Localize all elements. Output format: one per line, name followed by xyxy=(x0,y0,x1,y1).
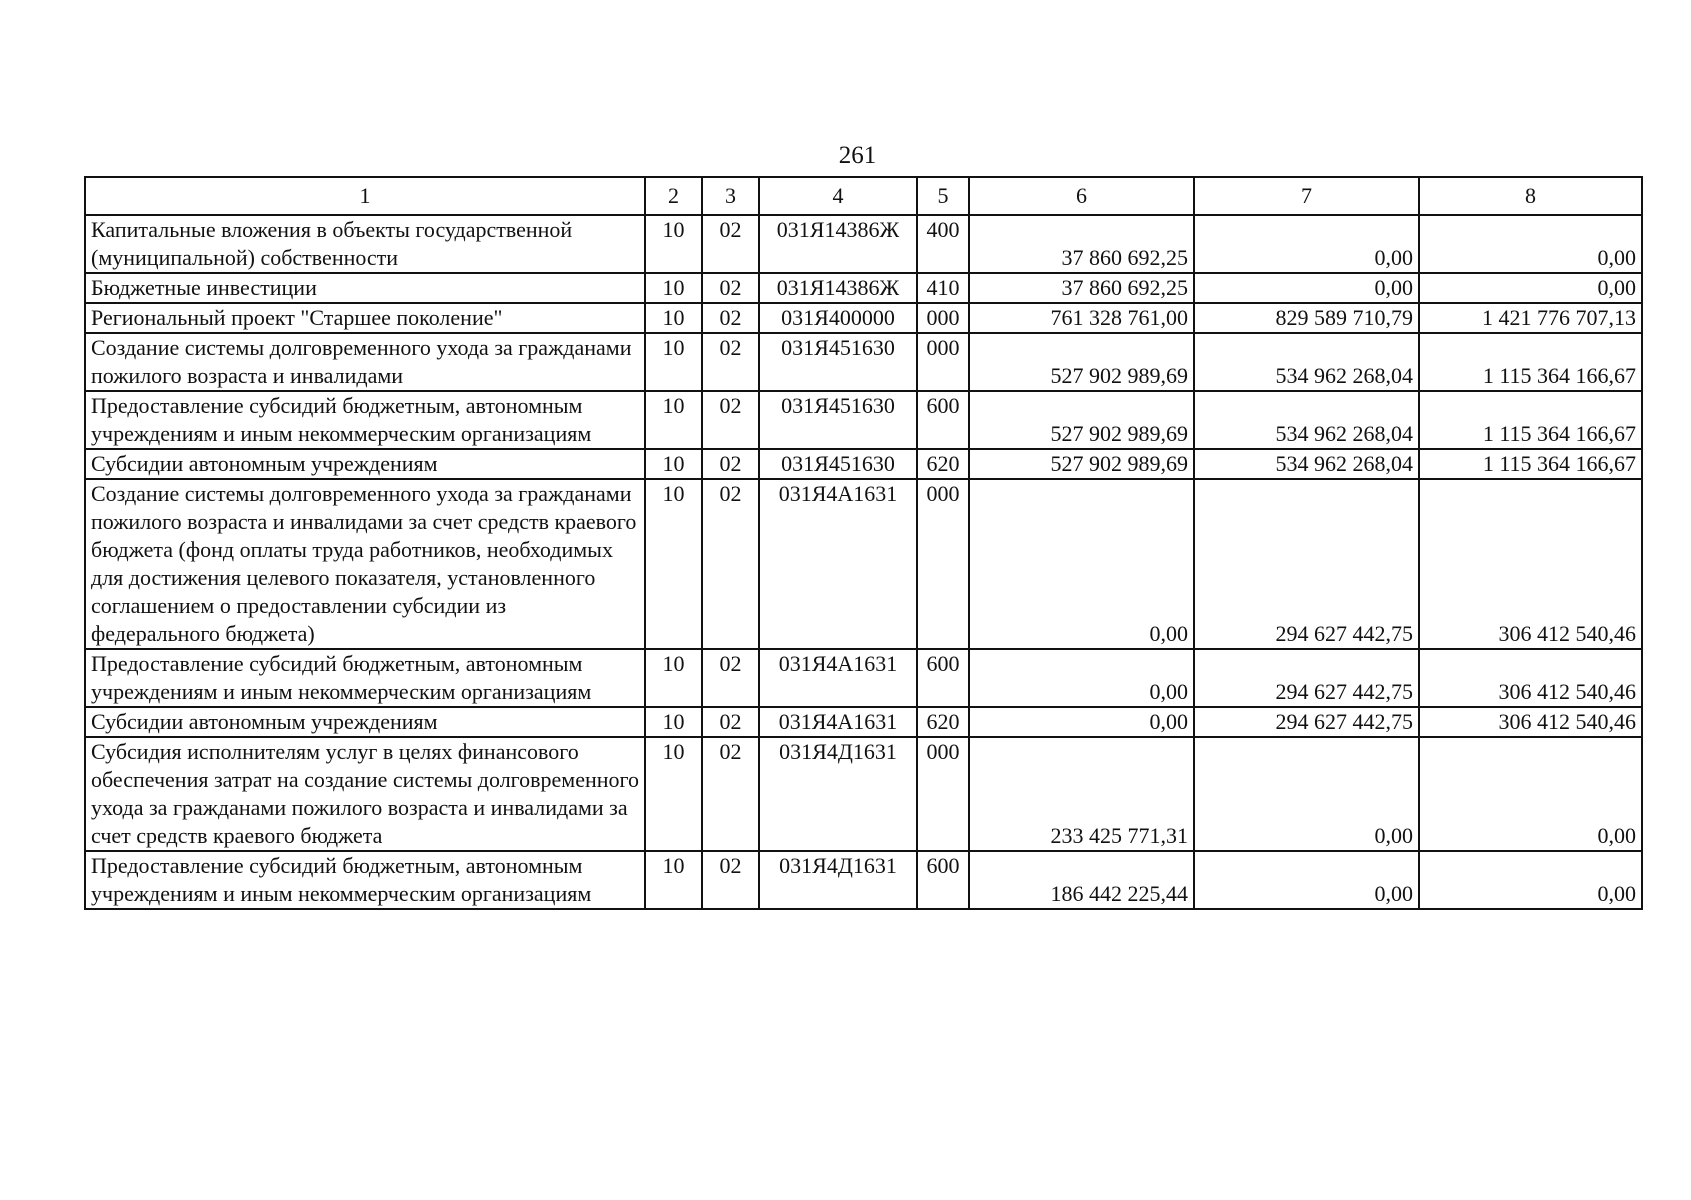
subsection-cell: 02 xyxy=(702,333,759,391)
target-article-cell: 031Я4А1631 xyxy=(759,479,917,649)
expense-type-cell: 000 xyxy=(917,737,969,851)
amount-col-6-cell: 0,00 xyxy=(969,707,1194,737)
row-name-cell: Бюджетные инвестиции xyxy=(85,273,645,303)
subsection-cell: 02 xyxy=(702,303,759,333)
amount-col-7-cell: 0,00 xyxy=(1194,851,1419,909)
target-article-cell: 031Я14386Ж xyxy=(759,273,917,303)
header-col-8: 8 xyxy=(1419,177,1642,215)
amount-col-8-cell: 0,00 xyxy=(1419,851,1642,909)
subsection-cell: 02 xyxy=(702,479,759,649)
page-number: 261 xyxy=(838,142,877,169)
target-article-cell: 031Я4Д1631 xyxy=(759,851,917,909)
expense-type-cell: 600 xyxy=(917,391,969,449)
table-row xyxy=(85,479,1642,649)
amount-col-7-cell: 0,00 xyxy=(1194,737,1419,851)
amount-col-8-cell: 1 115 364 166,67 xyxy=(1419,449,1642,479)
header-row xyxy=(85,177,1642,215)
amount-col-8-cell: 306 412 540,46 xyxy=(1419,707,1642,737)
section-cell: 10 xyxy=(645,273,702,303)
row-name-cell: Предоставление субсидий бюджетным, автономным учреждениям и иным некоммерческим организациям xyxy=(85,391,645,449)
amount-col-6-cell: 527 902 989,69 xyxy=(969,391,1194,449)
row-name-cell: Субсидии автономным учреждениям xyxy=(85,449,645,479)
target-article-cell: 031Я400000 xyxy=(759,303,917,333)
section-cell: 10 xyxy=(645,333,702,391)
section-cell: 10 xyxy=(645,215,702,273)
table-row xyxy=(85,215,1642,273)
amount-col-7-cell: 0,00 xyxy=(1194,215,1419,273)
amount-col-6-cell: 527 902 989,69 xyxy=(969,333,1194,391)
subsection-cell: 02 xyxy=(702,449,759,479)
header-col-1: 1 xyxy=(85,177,645,215)
amount-col-8-cell: 1 421 776 707,13 xyxy=(1419,303,1642,333)
amount-col-7-cell: 534 962 268,04 xyxy=(1194,333,1419,391)
table-header xyxy=(85,177,1642,215)
expense-type-cell: 000 xyxy=(917,303,969,333)
row-name-cell: Региональный проект "Старшее поколение" xyxy=(85,303,645,333)
amount-col-8-cell: 1 115 364 166,67 xyxy=(1419,333,1642,391)
table-row xyxy=(85,707,1642,737)
table-row xyxy=(85,333,1642,391)
target-article-cell: 031Я14386Ж xyxy=(759,215,917,273)
table-row xyxy=(85,273,1642,303)
section-cell: 10 xyxy=(645,449,702,479)
subsection-cell: 02 xyxy=(702,391,759,449)
section-cell: 10 xyxy=(645,303,702,333)
subsection-cell: 02 xyxy=(702,215,759,273)
table-row xyxy=(85,303,1642,333)
amount-col-6-cell: 233 425 771,31 xyxy=(969,737,1194,851)
subsection-cell: 02 xyxy=(702,707,759,737)
amount-col-8-cell: 0,00 xyxy=(1419,273,1642,303)
amount-col-7-cell: 294 627 442,75 xyxy=(1194,707,1419,737)
section-cell: 10 xyxy=(645,391,702,449)
expense-type-cell: 410 xyxy=(917,273,969,303)
header-col-4: 4 xyxy=(759,177,917,215)
amount-col-6-cell: 37 860 692,25 xyxy=(969,215,1194,273)
amount-col-7-cell: 294 627 442,75 xyxy=(1194,649,1419,707)
header-col-5: 5 xyxy=(917,177,969,215)
header-col-2: 2 xyxy=(645,177,702,215)
target-article-cell: 031Я451630 xyxy=(759,333,917,391)
subsection-cell: 02 xyxy=(702,851,759,909)
header-col-3: 3 xyxy=(702,177,759,215)
amount-col-8-cell: 1 115 364 166,67 xyxy=(1419,391,1642,449)
expense-type-cell: 620 xyxy=(917,449,969,479)
row-name-cell: Предоставление субсидий бюджетным, автономным учреждениям и иным некоммерческим организациям xyxy=(85,851,645,909)
expense-type-cell: 600 xyxy=(917,851,969,909)
table-row xyxy=(85,649,1642,707)
amount-col-7-cell: 534 962 268,04 xyxy=(1194,449,1419,479)
expense-type-cell: 400 xyxy=(917,215,969,273)
row-name-cell: Субсидии автономным учреждениям xyxy=(85,707,645,737)
subsection-cell: 02 xyxy=(702,737,759,851)
amount-col-6-cell: 0,00 xyxy=(969,479,1194,649)
amount-col-6-cell: 0,00 xyxy=(969,649,1194,707)
amount-col-8-cell: 306 412 540,46 xyxy=(1419,649,1642,707)
target-article-cell: 031Я4А1631 xyxy=(759,649,917,707)
section-cell: 10 xyxy=(645,707,702,737)
header-col-6: 6 xyxy=(969,177,1194,215)
target-article-cell: 031Я4Д1631 xyxy=(759,737,917,851)
row-name-cell: Предоставление субсидий бюджетным, автономным учреждениям и иным некоммерческим организациям xyxy=(85,649,645,707)
expense-type-cell: 000 xyxy=(917,479,969,649)
section-cell: 10 xyxy=(645,649,702,707)
table-row xyxy=(85,851,1642,909)
row-name-cell: Создание системы долговременного ухода за гражданами пожилого возраста и инвалидами xyxy=(85,333,645,391)
amount-col-8-cell: 306 412 540,46 xyxy=(1419,479,1642,649)
table-row xyxy=(85,391,1642,449)
amount-col-6-cell: 761 328 761,00 xyxy=(969,303,1194,333)
amount-col-6-cell: 37 860 692,25 xyxy=(969,273,1194,303)
subsection-cell: 02 xyxy=(702,649,759,707)
amount-col-8-cell: 0,00 xyxy=(1419,737,1642,851)
subsection-cell: 02 xyxy=(702,273,759,303)
header-col-7: 7 xyxy=(1194,177,1419,215)
budget-table xyxy=(84,176,1643,910)
expense-type-cell: 000 xyxy=(917,333,969,391)
section-cell: 10 xyxy=(645,851,702,909)
row-name-cell: Субсидия исполнителям услуг в целях финансового обеспечения затрат на создание системы долговременного ухода за гражданами пожилого возраста и инвалидами за счет средств краевого бюджета xyxy=(85,737,645,851)
row-name-cell: Создание системы долговременного ухода за гражданами пожилого возраста и инвалидами за счет средств краевого бюджета (фонд оплаты труда работников, необходимых для достижения целевого показателя, установленного соглашением о предоставлении субсидии из федерального бюджета) xyxy=(85,479,645,649)
target-article-cell: 031Я451630 xyxy=(759,449,917,479)
table-row xyxy=(85,737,1642,851)
amount-col-7-cell: 534 962 268,04 xyxy=(1194,391,1419,449)
section-cell: 10 xyxy=(645,737,702,851)
amount-col-7-cell: 829 589 710,79 xyxy=(1194,303,1419,333)
amount-col-6-cell: 186 442 225,44 xyxy=(969,851,1194,909)
amount-col-7-cell: 294 627 442,75 xyxy=(1194,479,1419,649)
amount-col-7-cell: 0,00 xyxy=(1194,273,1419,303)
row-name-cell: Капитальные вложения в объекты государственной (муниципальной) собственности xyxy=(85,215,645,273)
target-article-cell: 031Я451630 xyxy=(759,391,917,449)
target-article-cell: 031Я4А1631 xyxy=(759,707,917,737)
table-row xyxy=(85,449,1642,479)
expense-type-cell: 620 xyxy=(917,707,969,737)
section-cell: 10 xyxy=(645,479,702,649)
amount-col-8-cell: 0,00 xyxy=(1419,215,1642,273)
amount-col-6-cell: 527 902 989,69 xyxy=(969,449,1194,479)
expense-type-cell: 600 xyxy=(917,649,969,707)
table-body xyxy=(85,215,1642,909)
